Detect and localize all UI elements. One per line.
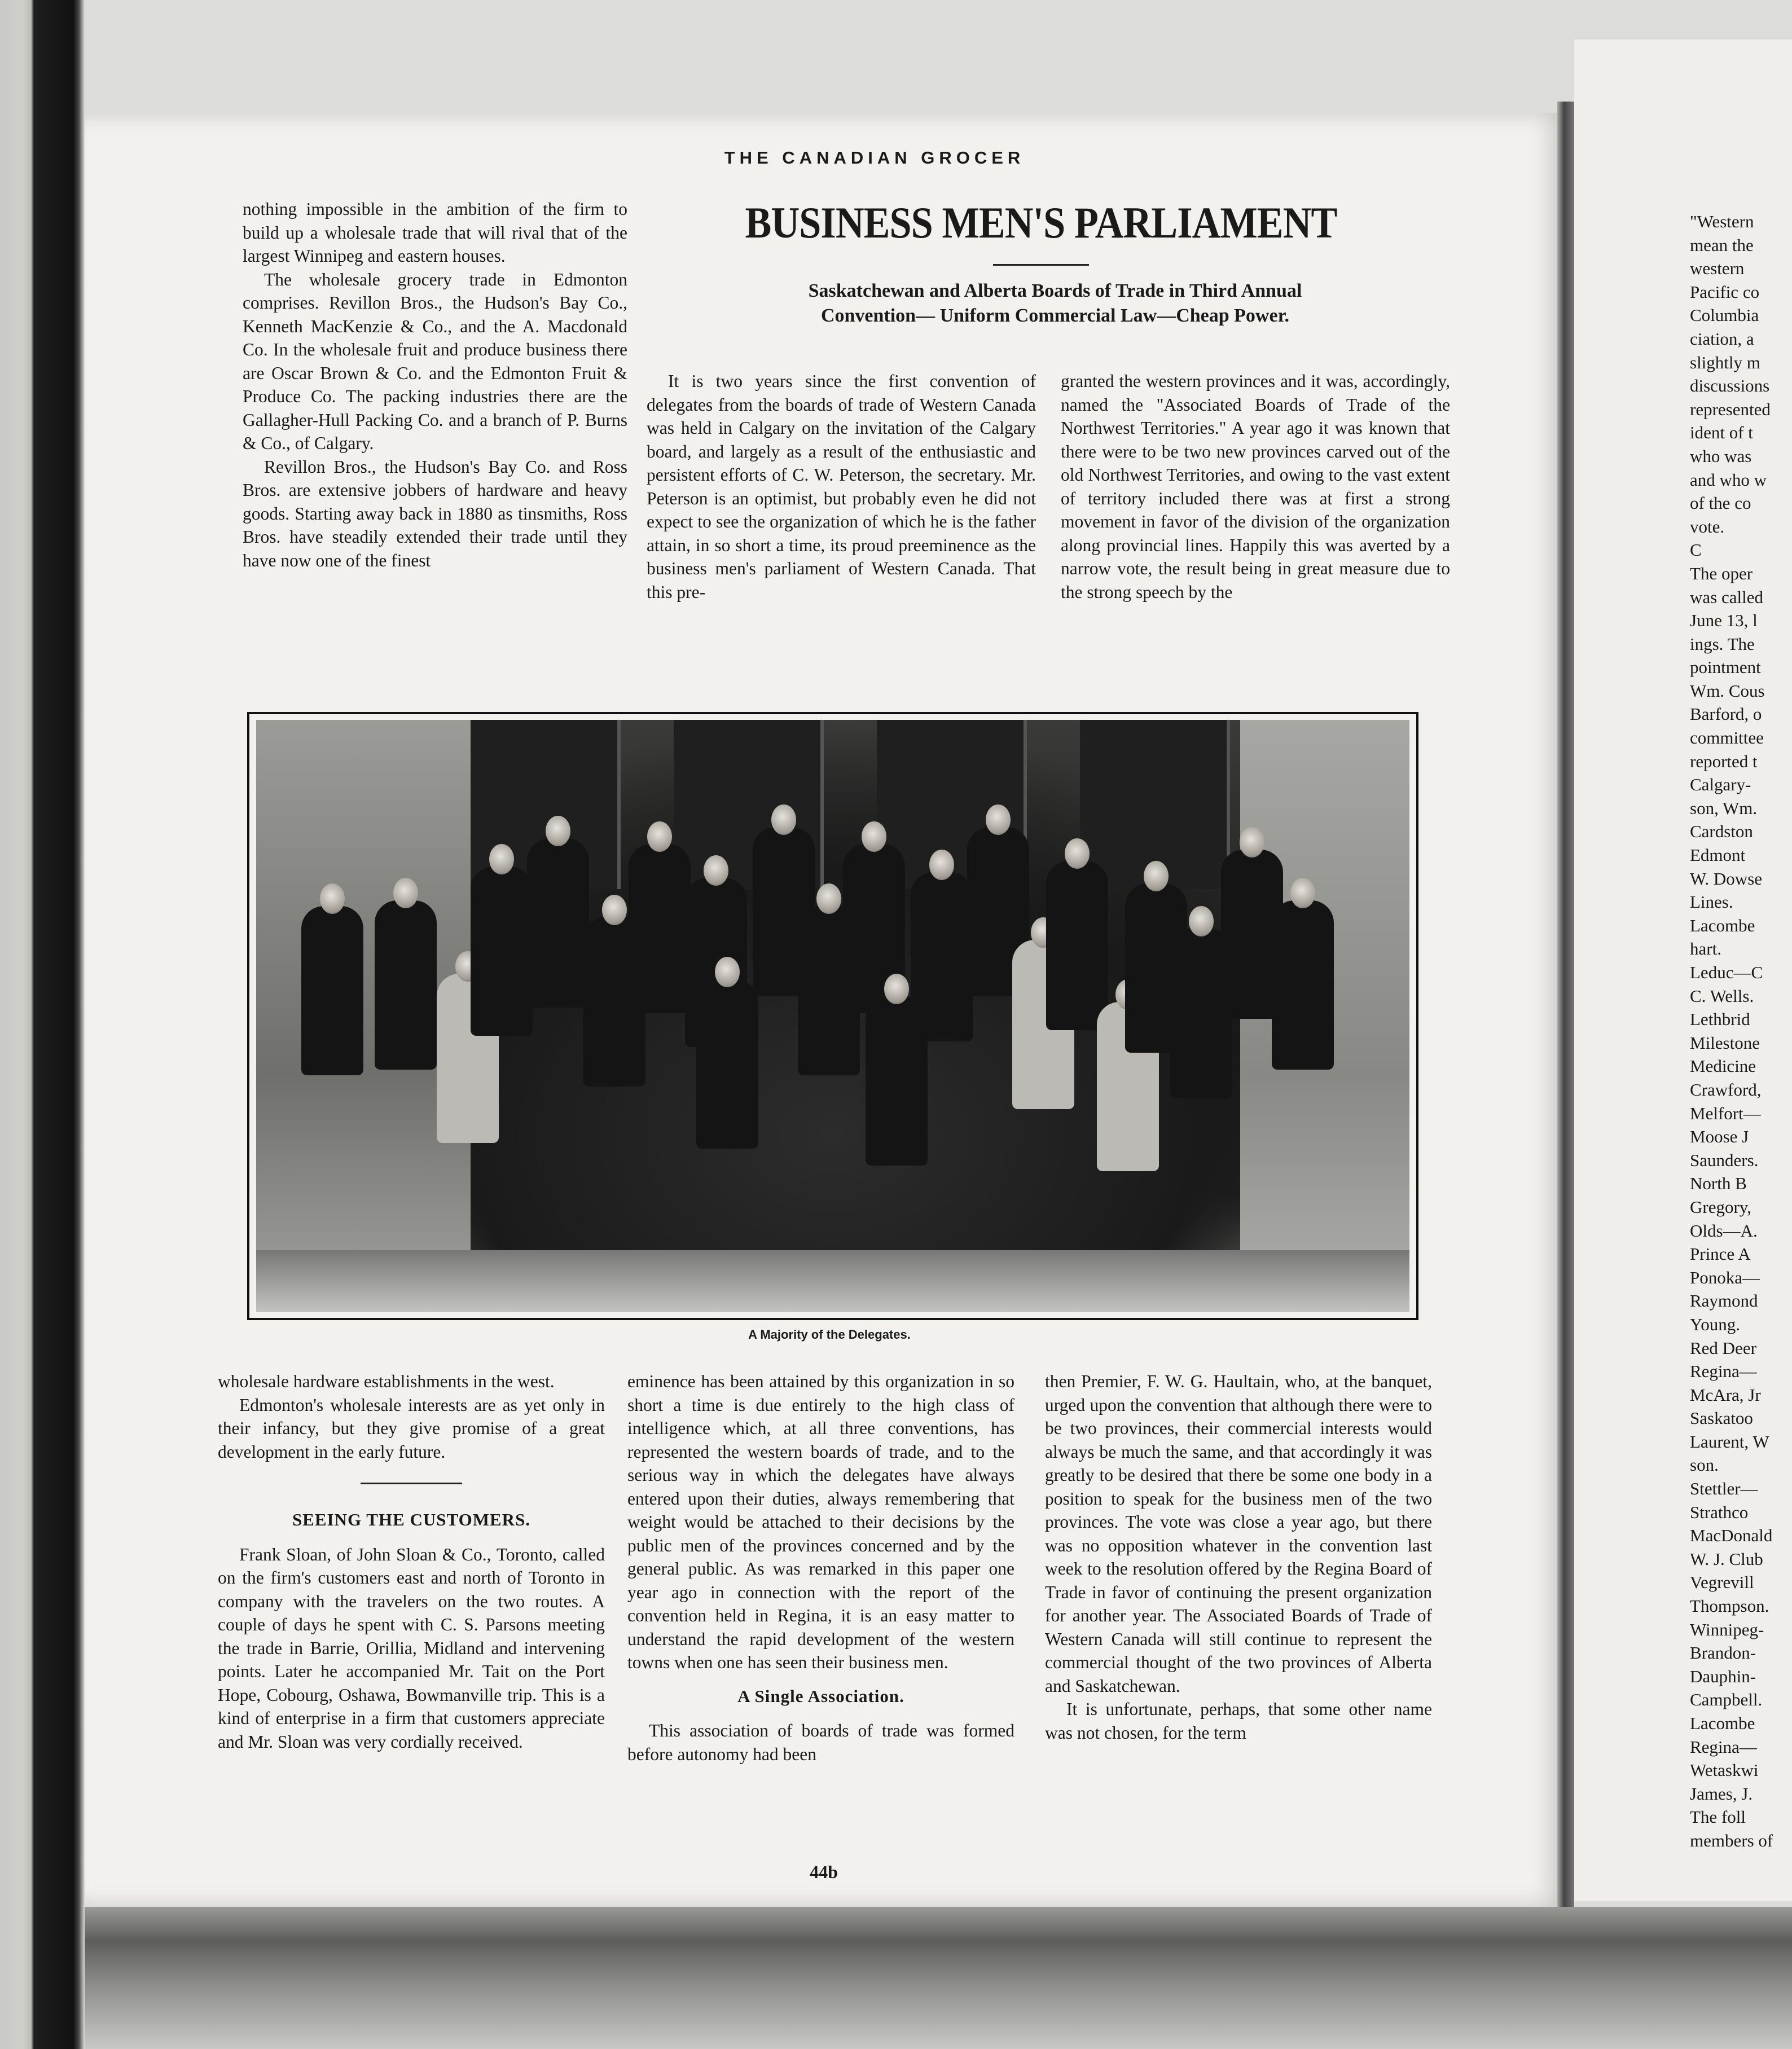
sidewalk: [256, 1250, 1409, 1312]
facing-page-line: Laurent, W: [1690, 1431, 1769, 1452]
facing-page-line: MacDonald: [1690, 1525, 1773, 1546]
facing-page-line: McAra, Jr: [1690, 1384, 1761, 1405]
facing-page-line: W. J. Club: [1690, 1549, 1763, 1569]
facing-page-line: Young.: [1690, 1314, 1741, 1334]
facing-page-line: ciation, a: [1690, 328, 1754, 349]
person-face: [1144, 861, 1169, 891]
person-face: [884, 974, 909, 1004]
facing-page-line: Olds—A.: [1690, 1220, 1758, 1241]
facing-page-line: son, Wm.: [1690, 798, 1758, 818]
facing-page-line: members of: [1690, 1830, 1773, 1850]
middle-bottom-column: [627, 1370, 1014, 1766]
person: [1046, 861, 1108, 1030]
facing-page-line: hart.: [1690, 939, 1721, 959]
crowd-of-delegates: [290, 793, 1362, 1245]
section-rule: [361, 1483, 462, 1484]
left-top-column: [243, 197, 627, 572]
paragraph: Edmonton's wholesale interests are as yet only in their infancy, but they give promise of a great development in the early future.: [218, 1395, 605, 1462]
facing-page-line: W. Dowse: [1690, 868, 1763, 889]
facing-page-line: June 13, l: [1690, 610, 1758, 631]
middle-top-column: [647, 370, 1036, 604]
person-face: [1065, 838, 1090, 869]
paragraph: This association of boards of trade was formed before autonomy had been: [627, 1721, 1014, 1764]
person-face: [862, 821, 886, 852]
facing-page-text: [1690, 210, 1792, 1853]
facing-page-line: Lacombe: [1690, 1713, 1755, 1733]
facing-page-line: Strathco: [1690, 1502, 1749, 1522]
facing-page-line: Leduc—C: [1690, 962, 1763, 982]
facing-page-line: pointment: [1690, 657, 1761, 678]
person-face: [489, 844, 514, 874]
facing-page-line: James, J.: [1690, 1783, 1753, 1804]
delegates-photo-frame: [247, 712, 1418, 1320]
facing-page-line: was called: [1690, 587, 1763, 607]
facing-page-line: Regina—: [1690, 1361, 1757, 1382]
right-top-column: [1061, 370, 1450, 604]
facing-page-line: C. Wells.: [1690, 986, 1754, 1006]
delegates-group-photo: [256, 720, 1409, 1312]
paragraph: It is two years since the first convention of delegates from the boards of trade of Western Canada was held in Calgary on the invitation of the Calgary board, and largely as a result of the enthusiastic and persistent efforts of C. W. Peterson, the secretary. Mr. Peterson is an optimist, but probably even he did not expect to see the organization of which he is the father attain, in so short a time, its proud preeminence as the business men's parliament of Western Canada. That this pre-: [647, 371, 1036, 602]
facing-page-line: The oper: [1690, 563, 1753, 583]
facing-page-line: ident of t: [1690, 423, 1753, 443]
facing-page-line: vote.: [1690, 516, 1725, 537]
facing-page-line: Dauphin-: [1690, 1666, 1756, 1686]
facing-page-line: Melfort—: [1690, 1103, 1761, 1123]
person-face: [816, 883, 841, 914]
facing-page-line: reported t: [1690, 751, 1758, 771]
paragraph: nothing impossible in the ambition of the firm to build up a wholesale trade that will rival that of the largest Winnipeg and eastern houses.: [243, 199, 627, 266]
facing-page-line: Moose J: [1690, 1127, 1749, 1147]
facing-page-line: who was: [1690, 446, 1752, 466]
section-heading: SEEING THE CUSTOMERS.: [292, 1510, 531, 1529]
left-bottom-column: [218, 1370, 605, 1753]
facing-page-line: Milestone: [1690, 1032, 1760, 1053]
person-face: [647, 821, 672, 852]
person: [471, 867, 533, 1036]
paragraph: Revillon Bros., the Hudson's Bay Co. and Ross Bros. are extensive jobbers of hardware and heavy goods. Starting away back in 1880 as tinsmiths, Ross Bros. have steadily extended their trade until they have now one of the finest: [243, 456, 627, 570]
section-heading: A Single Association.: [737, 1686, 904, 1706]
facing-page-line: Medicine: [1690, 1056, 1756, 1076]
person: [696, 979, 758, 1149]
facing-page-line: Calgary-: [1690, 775, 1751, 795]
paragraph: granted the western provinces and it was, accordingly, named the "Associated Boards of Trade of the Northwest Territories." A year ago it was known that there were to be two new provinces carved out of the old Northwest Territories, and owing to the vast extent of territory included there was at first a strong movement in favor of the division of the organization along provincial lines. Happily this was averted by a narrow vote, the result being in great measure due to the strong speech by the: [1061, 371, 1450, 602]
facing-page-line: Thompson.: [1690, 1596, 1769, 1616]
facing-page-line: western: [1690, 258, 1745, 279]
paragraph: Frank Sloan, of John Sloan & Co., Toronto, called on the firm's customers east and north of Toronto in company with the travelers on the two routes. A couple of days he spent with C. S. Parsons meeting the trade in Barrie, Orillia, Midland and intervening points. Later he accompanied Mr. Tait on the Port Hope, Cobourg, Oshawa, Bowmanville trip. This is a kind of enterprise in a firm that customers appreciate and Mr. Sloan was very cordially received.: [218, 1544, 605, 1752]
facing-page-line: Stettler—: [1690, 1479, 1758, 1499]
facing-page-line: C: [1690, 540, 1702, 560]
facing-page-line: Pacific co: [1690, 282, 1760, 302]
facing-page-line: The foll: [1690, 1807, 1746, 1827]
facing-page-line: Saunders.: [1690, 1150, 1759, 1170]
facing-page-line: Prince A: [1690, 1244, 1751, 1264]
person: [629, 844, 691, 1013]
facing-page-line: Campbell.: [1690, 1690, 1763, 1710]
facing-page-line: ings. The: [1690, 634, 1755, 654]
facing-page-line: mean the: [1690, 235, 1754, 255]
facing-page-line: North B: [1690, 1173, 1747, 1194]
page-number: 44b: [810, 1862, 838, 1882]
scan-bottom-shadow: [85, 1907, 1792, 2049]
person-face: [1189, 906, 1214, 936]
facing-page-line: Wetaskwi: [1690, 1760, 1759, 1780]
person-face: [715, 957, 740, 987]
facing-page-line: Edmont: [1690, 845, 1746, 865]
facing-page-line: Lethbrid: [1690, 1009, 1750, 1030]
facing-page-line: son.: [1690, 1455, 1719, 1475]
facing-page-line: Barford, o: [1690, 704, 1762, 724]
article-subhead: Saskatchewan and Alberta Boards of Trade in Third Annual Convention— Uniform Commercial Law—Cheap Power.: [808, 280, 1302, 326]
facing-page-line: committee: [1690, 728, 1764, 748]
paragraph: The wholesale grocery trade in Edmonton comprises. Revillon Bros., the Hudson's Bay Co., Kenneth MacKenzie & Co., and the A. Macdonald Co. In the wholesale fruit and produce business there are Oscar Brown & Co. and the Edmonton Fruit & Produce Co. The packing industries there are the Gallagher-Hull Packing Co. and a branch of P. Burns & Co., of Calgary.: [243, 269, 627, 453]
person: [375, 900, 437, 1070]
running-head: THE CANADIAN GROCER: [724, 148, 1025, 168]
page-gutter: [1557, 102, 1574, 1907]
paragraph: eminence has been attained by this organization in so short a time is due entirely to the high class of intelligence which, at all three conventions, has represented the western boards of trade, and to the serious way in which the delegates have always entered upon their duties, always remembering that weight would be attached to their decisions by the public men of the provinces concerned and by the general public. As was remarked in this paper one year ago in connection with the report of the convention held in Regina, it is an easy matter to understand the rapid development of the western towns when one has seen their business men.: [627, 1371, 1014, 1672]
facing-page-line: Crawford,: [1690, 1079, 1762, 1100]
facing-page-line: Regina—: [1690, 1736, 1757, 1757]
facing-page-line: Saskatoo: [1690, 1408, 1753, 1428]
person: [911, 872, 973, 1041]
facing-page-line: Raymond: [1690, 1291, 1758, 1311]
facing-page-line: of the co: [1690, 493, 1751, 513]
article-headline: BUSINESS MEN'S PARLIAMENT: [745, 198, 1337, 247]
facing-page-line: Cardston: [1690, 821, 1753, 842]
person-face: [771, 804, 796, 835]
facing-page-line: Vegrevill: [1690, 1572, 1754, 1593]
facing-page-line: "Western: [1690, 212, 1754, 231]
person: [1272, 900, 1334, 1070]
facing-page-line: Winnipeg-: [1690, 1619, 1764, 1639]
person-face: [986, 804, 1011, 835]
facing-page-line: Brandon-: [1690, 1643, 1756, 1663]
person-face: [393, 878, 418, 908]
person-face: [704, 855, 728, 886]
paragraph: It is unfortunate, perhaps, that some other name was not chosen, for the term: [1045, 1699, 1432, 1743]
paragraph: wholesale hardware establishments in the west.: [218, 1371, 555, 1391]
facing-page-line: Ponoka—: [1690, 1267, 1760, 1287]
person-face: [1240, 827, 1264, 858]
person-face: [546, 816, 570, 846]
facing-page-line: Lacombe: [1690, 915, 1755, 935]
binding-edge-shadow: [0, 0, 85, 2049]
person-face: [1290, 878, 1315, 908]
person-face: [320, 883, 345, 914]
person-face: [602, 895, 627, 925]
facing-page-line: Wm. Cous: [1690, 680, 1765, 701]
facing-page-line: Lines.: [1690, 892, 1733, 912]
headline-rule: [993, 264, 1089, 266]
facing-page-line: Gregory,: [1690, 1197, 1752, 1217]
facing-page-line: slightly m: [1690, 352, 1760, 372]
person: [527, 838, 589, 1008]
photo-caption: A Majority of the Delegates.: [748, 1327, 911, 1342]
facing-page-line: Columbia: [1690, 305, 1759, 326]
facing-page-line: and who w: [1690, 469, 1767, 490]
person: [301, 906, 363, 1075]
paragraph: then Premier, F. W. G. Haultain, who, at the banquet, urged upon the convention that although there were to be two provinces, their commercial interests would always be much the same, and that accordingly it was greatly to be desired that there be some one body in a position to speak for the business men of the two provinces. The vote was close a year ago, but there was no opposition whatever in the convention last week to the resolution offered by the Regina Board of Trade in favor of continuing the present organization for another year. The Associated Boards of Trade of Western Canada will still continue to represent the commercial thought of the two provinces of Alberta and Saskatchewan.: [1045, 1371, 1432, 1696]
facing-page-line: Red Deer: [1690, 1338, 1756, 1358]
person-face: [929, 850, 954, 880]
right-bottom-column: [1045, 1370, 1432, 1744]
facing-page-line: represented: [1690, 399, 1771, 419]
facing-page-line: discussions: [1690, 376, 1770, 396]
